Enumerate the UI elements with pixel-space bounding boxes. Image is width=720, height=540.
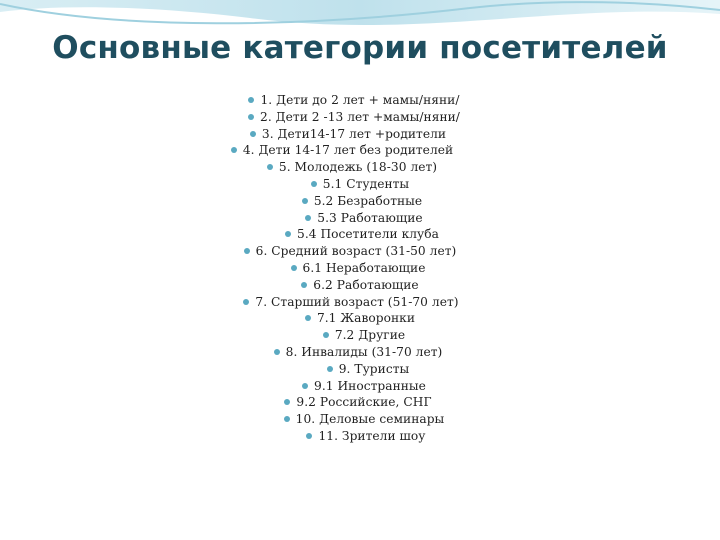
bullet-icon	[301, 282, 307, 288]
list-item	[0, 91, 720, 108]
list-item-content	[243, 141, 453, 159]
list-item-content	[314, 377, 426, 395]
list-item	[0, 108, 720, 125]
list-item-content	[286, 343, 443, 361]
list-item	[0, 377, 720, 394]
bullet-icon	[244, 248, 250, 254]
list-item-label: 2. Дети 2 -13 лет +мамы/няни/	[260, 109, 460, 124]
list-item-label: 7.2 Другие	[334, 328, 406, 343]
bullet-icon	[248, 114, 254, 120]
bullet-icon	[243, 299, 249, 305]
list-item-content	[297, 225, 439, 243]
list-item-content	[335, 326, 405, 344]
bullet-icon	[285, 231, 291, 237]
list-item-content	[255, 293, 458, 311]
list-item	[0, 125, 720, 142]
list-item-content	[313, 276, 418, 294]
bullet-icon	[305, 215, 311, 221]
bullet-icon	[284, 399, 290, 405]
bullet-icon	[311, 181, 317, 187]
list-item-label: 5. Молодежь (18-30 лет)	[278, 160, 438, 175]
list-item	[0, 410, 720, 427]
list-item	[0, 393, 720, 410]
list-item-label: 3. Дети14-17 лет +родители	[261, 126, 447, 141]
list-item	[0, 276, 720, 293]
list-item-content	[323, 175, 409, 193]
list-item-label: 6.1 Неработающие	[302, 260, 426, 275]
list-item-label: 6.2 Работающие	[313, 277, 419, 292]
bullet-icon	[248, 97, 254, 103]
list-item-content	[260, 91, 459, 109]
list-item-label: 5.2 Безработные	[313, 193, 423, 208]
list-item-content	[296, 393, 431, 411]
list-item	[0, 242, 720, 259]
bullet-icon	[231, 147, 237, 153]
list-item-label: 9.2 Российские, СНГ	[296, 395, 432, 410]
list-item-label: 7. Старший возраст (51-70 лет)	[255, 294, 459, 309]
list-item-label: 5.4 Посетители клуба	[297, 227, 439, 242]
list-item-content	[256, 242, 457, 260]
bullet-icon	[274, 349, 280, 355]
list-item-content	[317, 309, 415, 327]
list-item-content	[303, 259, 426, 277]
list-item-content	[314, 192, 422, 210]
list-item	[0, 141, 720, 158]
list-item	[0, 158, 720, 175]
list-item-content	[279, 158, 437, 176]
list-item-label: 5.1 Студенты	[322, 176, 410, 191]
bullet-icon	[291, 265, 297, 271]
list-item	[0, 326, 720, 343]
list-item	[0, 309, 720, 326]
bullet-icon	[250, 131, 256, 137]
list-item-label: 11. Зрители шоу	[318, 428, 426, 443]
list-item	[0, 225, 720, 242]
list-item	[0, 360, 720, 377]
list-item-label: 7.1 Жаворонки	[316, 311, 416, 326]
visitor-categories-list	[0, 91, 720, 444]
list-item-label: 5.3 Работающие	[317, 210, 423, 225]
list-item-content	[339, 360, 410, 378]
list-item-content	[317, 209, 422, 227]
bullet-icon	[267, 164, 273, 170]
bullet-icon	[327, 366, 333, 372]
list-item-label: 9. Туристы	[338, 361, 410, 376]
bullet-icon	[284, 416, 290, 422]
list-item	[0, 427, 720, 444]
list-item-content	[318, 427, 425, 445]
slide-title: Основные категории посетителей	[52, 30, 668, 66]
list-item-content	[262, 125, 446, 143]
list-item-label: 1. Дети до 2 лет + мамы/няни/	[260, 93, 460, 107]
list-item	[0, 293, 720, 310]
bullet-icon	[302, 198, 308, 204]
list-item	[0, 192, 720, 209]
list-item-label: 4. Дети 14-17 лет без родителей	[242, 143, 454, 158]
list-item-label: 8. Инвалиды (31-70 лет)	[285, 344, 443, 359]
bullet-icon	[302, 383, 308, 389]
list-item-content	[296, 410, 445, 428]
list-item-label: 9.1 Иностранные	[314, 378, 426, 393]
list-item-label: 6. Средний возраст (31-50 лет)	[255, 244, 457, 259]
list-item	[0, 343, 720, 360]
bullet-icon	[323, 332, 329, 338]
list-item-label: 10. Деловые семинары	[295, 412, 445, 427]
list-item	[0, 175, 720, 192]
list-item	[0, 259, 720, 276]
list-item-content	[260, 108, 460, 126]
list-item	[0, 209, 720, 226]
bullet-icon	[305, 315, 311, 321]
bullet-icon	[306, 433, 312, 439]
